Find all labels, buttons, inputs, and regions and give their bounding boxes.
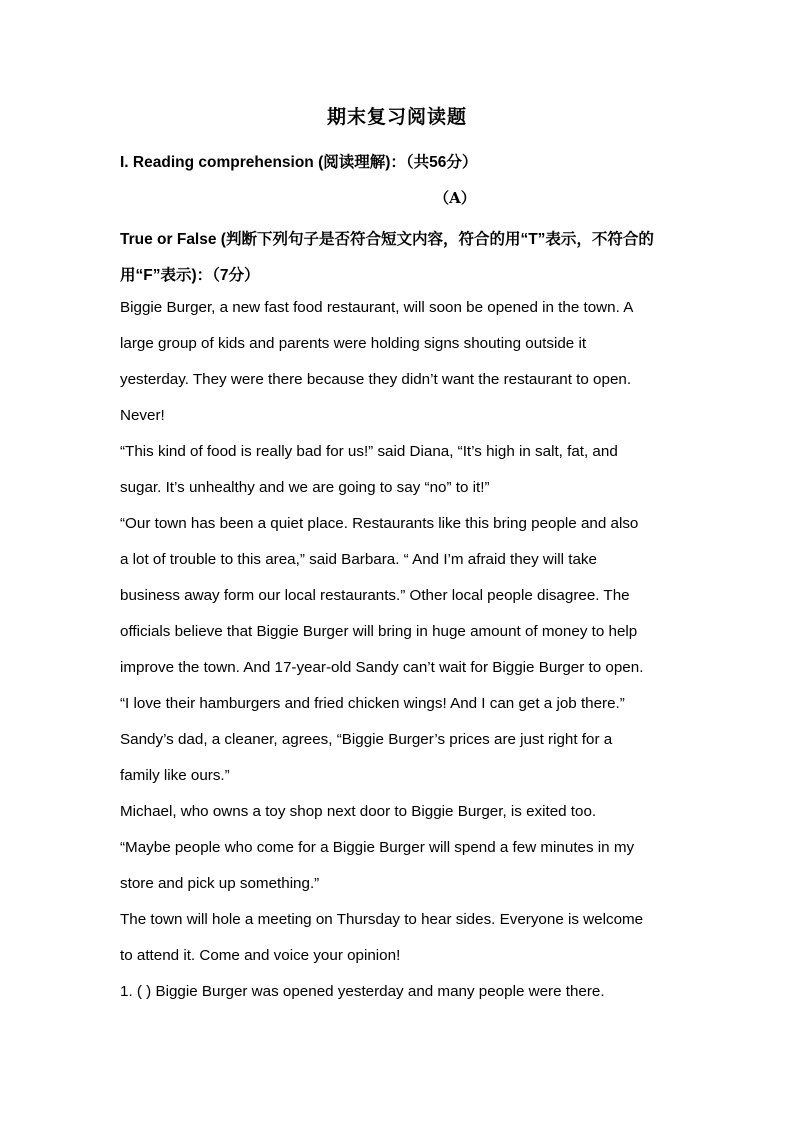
passage-line: Sandy’s dad, a cleaner, agrees, “Biggie Burger’s prices are just right for a [120,731,613,748]
instructions: True or False (判断下列句子是否符合短文内容，符合的用“T”表示，不符合的用“F”表示)：（7分） [120,231,654,284]
passage-line: sugar. It’s unhealthy and we are going to say “no” to it!” [120,479,490,496]
passage-line: a lot of trouble to this area,” said Barbara. “ And I’m afraid they will take [120,551,597,568]
passage-line: business away form our local restaurants.” Other local people disagree. The [120,587,630,604]
passage-line: family like ours.” [120,767,230,784]
passage-body [120,290,690,1010]
passage-line: large group of kids and parents were holding signs shouting outside it [120,335,587,352]
passage-line: Biggie Burger, a new fast food restaurant, will soon be opened in the town. A [120,299,634,316]
passage-line: store and pick up something.” [120,875,320,892]
question-item: 1. ( ) Biggie Burger was opened yesterday and many people were there. [120,983,605,1000]
passage-line: “This kind of food is really bad for us!” said Diana, “It’s high in salt, fat, and [120,443,618,460]
passage-line: Never! [120,407,165,424]
passage-line: officials believe that Biggie Burger will bring in huge amount of money to help [120,623,638,640]
section-heading: I. Reading comprehension (阅读理解)：（共56分） [120,154,478,171]
passage-line: yesterday. They were there because they didn’t want the restaurant to open. [120,371,632,388]
passage-line: to attend it. Come and voice your opinion! [120,947,401,964]
passage-label: （A） [434,189,476,207]
passage-line: The town will hole a meeting on Thursday to hear sides. Everyone is welcome [120,911,644,928]
passage-line: “Maybe people who come for a Biggie Burger will spend a few minutes in my [120,839,635,856]
passage-line: Michael, who owns a toy shop next door to Biggie Burger, is exited too. [120,803,597,820]
passage-line: “Our town has been a quiet place. Restaurants like this bring people and also [120,515,639,532]
passage-line: “I love their hamburgers and fried chicken wings! And I can get a job there.” [120,695,625,712]
passage-line: improve the town. And 17-year-old Sandy can’t wait for Biggie Burger to open. [120,659,644,676]
page-title: 期末复习阅读题 [326,106,467,128]
